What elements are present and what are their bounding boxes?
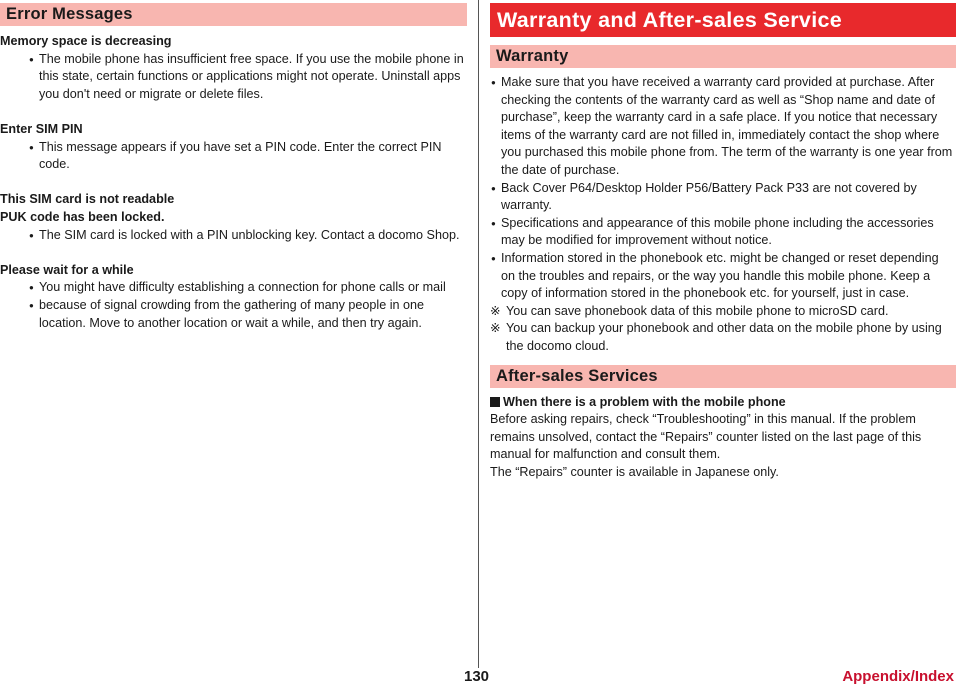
warranty-subheader: Warranty — [490, 45, 956, 68]
warranty-note: ※ You can save phonebook data of this mobile phone to microSD card. — [490, 303, 956, 321]
warranty-bullet: ● Back Cover P64/Desktop Holder P56/Battery Pack P33 are not covered by warranty. — [490, 180, 956, 215]
error-title: Please wait for a while — [0, 262, 134, 277]
error-title: Memory space is decreasing — [0, 34, 172, 48]
column-divider — [478, 0, 479, 668]
error-description: ● The mobile phone has insufficient free space. If you use the mobile phone in this state, certain functions or applications might not operate. Uninstall apps you don't need or migrate or delete files. — [28, 51, 467, 104]
warranty-note: ※ You can backup your phonebook and other data on the mobile phone by using the docomo cloud. — [490, 320, 956, 355]
appendix-index-link[interactable]: Appendix/Index — [842, 668, 954, 685]
error-title: PUK code has been locked. — [0, 209, 165, 224]
page-number: 130 — [464, 668, 490, 685]
error-item-please-wait — [0, 262, 467, 332]
square-bullet-icon — [490, 397, 500, 407]
error-title: Enter SIM PIN — [0, 121, 83, 136]
error-description: ● because of signal crowding from the gathering of many people in one location. Move to another location or wait a while, and then try again. — [28, 297, 467, 332]
error-item-sim-pin — [0, 121, 467, 174]
error-description: ● The SIM card is locked with a PIN unblocking key. Contact a docomo Shop. — [28, 227, 467, 245]
after-sales-subheader: After-sales Services — [490, 365, 956, 388]
after-sales-japanese-note: The “Repairs” counter is available in Japanese only. — [490, 464, 779, 479]
error-item-memory — [0, 33, 467, 103]
error-item-sim-unreadable — [0, 191, 467, 244]
error-description: ● You might have difficulty establishing a connection for phone calls or mail — [28, 279, 467, 297]
error-title: This SIM card is not readable — [0, 192, 175, 207]
warranty-column — [490, 3, 956, 481]
warranty-after-sales-header: Warranty and After-sales Service — [490, 3, 956, 37]
error-messages-header: Error Messages — [0, 3, 467, 26]
after-sales-body: Before asking repairs, check “Troubleshooting” in this manual. If the problem remains unsolved, contact the “Repairs” counter listed on the last page of this manual for malfunction and consult them. — [490, 412, 922, 462]
warranty-bullet: ● Make sure that you have received a warranty card provided at purchase. After checking the contents of the warranty card as well as “Shop name and date of purchase”, keep the warranty card in a safe place. If you notice that necessary items of the warranty card are not filled in, immediately contact the shop where you purchased this mobile phone from. The term of the warranty is one year from the date of purchase. — [490, 74, 956, 180]
after-sales-problem-heading-text: When there is a problem with the mobile phone — [503, 394, 786, 409]
error-description: ● This message appears if you have set a PIN code. Enter the correct PIN code. — [28, 139, 467, 174]
after-sales-problem-heading — [490, 394, 956, 412]
warranty-bullet: ● Specifications and appearance of this mobile phone including the accessories may be modified for improvement without notice. — [490, 215, 956, 250]
warranty-bullet: ● Information stored in the phonebook etc. might be changed or reset depending on the troubles and repairs, or the way you handle this mobile phone. Keep a copy of information stored in the phonebook etc. for yourself, just in case. — [490, 250, 956, 303]
error-messages-column — [0, 3, 467, 332]
